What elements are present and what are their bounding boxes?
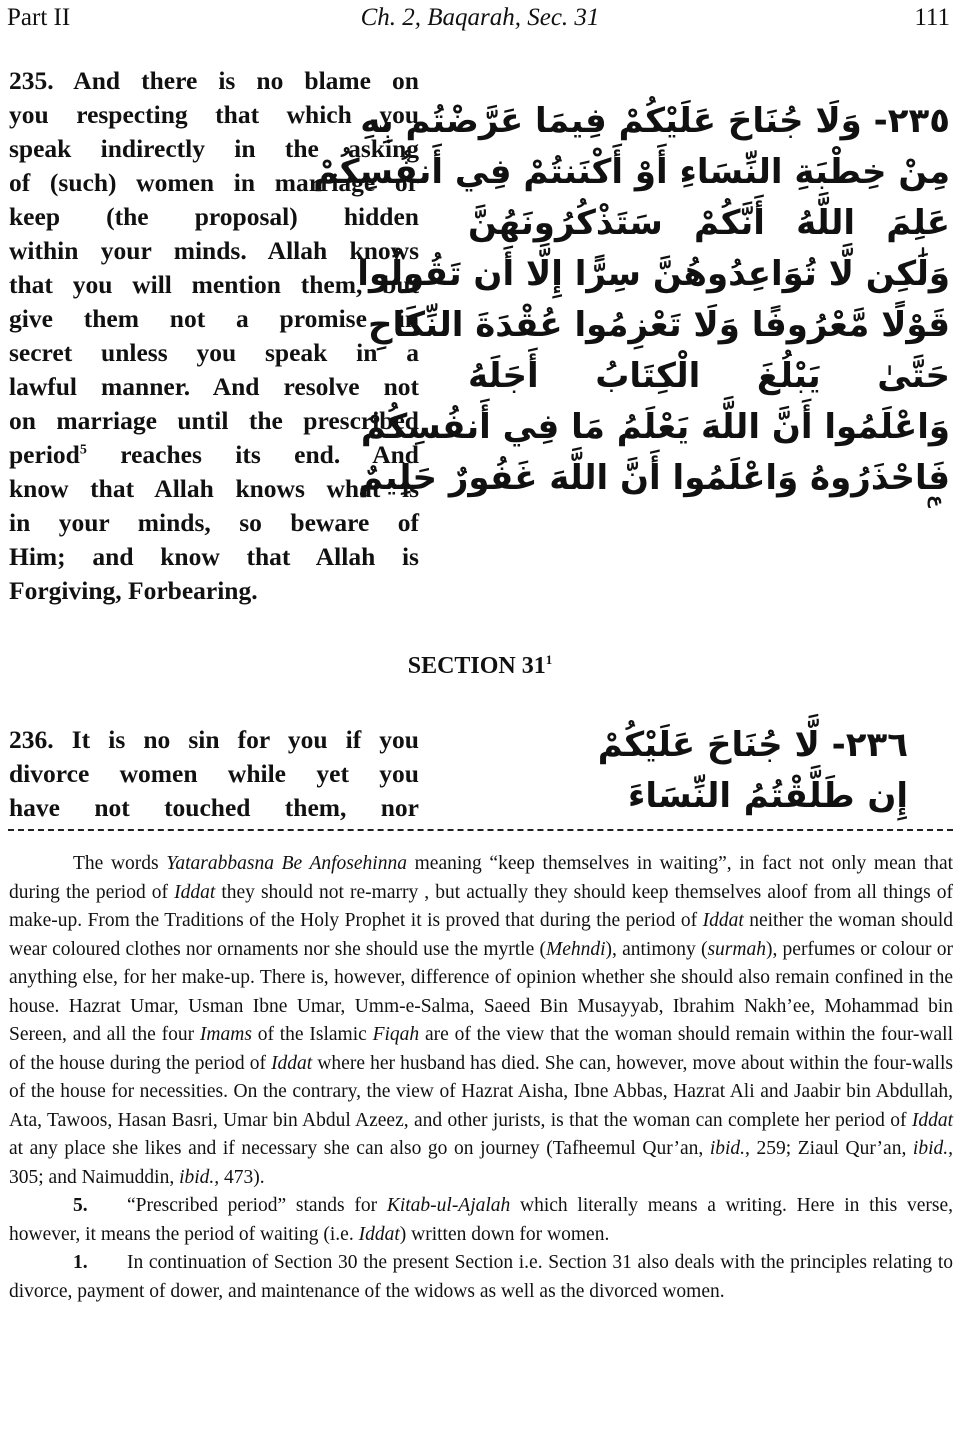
verse-236-translation bbox=[9, 723, 419, 825]
arabic-line: فَاحْذَرُوهُ وَاعْلَمُوا أَنَّ اللَّهَ غَفُورٌ حَلِيمٌ bbox=[358, 458, 950, 498]
fn-italic: Imams bbox=[199, 1024, 252, 1045]
fn-text: are of the view that the woman should remain within the four-wall of the house during the period of bbox=[9, 1024, 953, 1074]
arabic-line: قَوْلًا مَّعْرُوفًا وَلَا تَعْزِمُوا عُقْدَةَ النِّكَاحِ bbox=[368, 305, 950, 345]
verse-line: lawful manner. And resolve not bbox=[9, 372, 419, 401]
fn-text: meaning “keep themselves in waiting”, in fact not only mean that during the period of bbox=[9, 853, 954, 903]
fn-italic: Iddat bbox=[911, 1109, 953, 1131]
arabic-line: مِنْ خِطْبَةِ النِّسَاءِ أَوْ أَكْنَنتُمْ فِي أَنفُسِكُمْ bbox=[313, 152, 950, 192]
verse-line: give them not a promise in bbox=[9, 304, 419, 333]
verse-line: you respecting that which you bbox=[9, 100, 419, 129]
fn-text: at any place she likes and if necessary she can also go on journey (Tafheemul Qur’an, bbox=[9, 1138, 710, 1159]
footnote-ref-5[interactable]: 5 bbox=[79, 442, 87, 458]
arabic-line: عَلِمَ اللَّهُ أَنَّكُمْ سَتَذْكُرُونَهُنَّ bbox=[468, 203, 950, 243]
verse-line: Forgiving, Forbearing. bbox=[9, 576, 258, 605]
footnote-5 bbox=[9, 1192, 953, 1249]
period-word: period bbox=[9, 440, 80, 469]
fn-italic: ibid., bbox=[912, 1138, 953, 1159]
fn-italic: ibid., bbox=[179, 1166, 220, 1188]
fn-italic: Iddat bbox=[702, 910, 744, 931]
fn-text: ), perfumes or colour or anything else, for her make-up. There is, however, difference of opinion whether she should also remain confined in the house. Hazrat Umar, Usman Ibne Umar, Umm-e-Salma, Saeed Bin Musayyab, Ibrahim Nakh’ee, Mohammad bin Sereen, and all the four bbox=[9, 938, 953, 1045]
period-rest: reaches its end. And bbox=[86, 440, 419, 469]
verse-line: Him; and know that Allah is bbox=[9, 542, 419, 571]
verse-line: divorce women while yet you bbox=[9, 759, 419, 788]
fn-text: 473). bbox=[219, 1166, 265, 1188]
arabic-line: وَلَٰكِن لَّا تُوَاعِدُوهُنَّ سِرًّا إِلَّا أَن تَقُولُوا bbox=[357, 254, 950, 294]
verse-line: know that Allah knows what is bbox=[9, 474, 419, 503]
fn-italic: Iddat bbox=[174, 881, 216, 903]
fn-italic: ibid., bbox=[709, 1138, 750, 1159]
verse-line: of (such) women in marriage or bbox=[9, 168, 419, 197]
fn-text: The words bbox=[73, 853, 167, 874]
verse-235-arabic bbox=[313, 96, 950, 504]
footnote-iddat bbox=[9, 850, 953, 1192]
fn-italic: Fiqah bbox=[372, 1024, 420, 1045]
running-header bbox=[0, 4, 960, 36]
footnote-number: 1. bbox=[73, 1252, 88, 1273]
fn-text: they should not re-marry , but actually they should keep themselves aloof from all things of make-up. From the Traditions of the Holy Prophet it is proved that during the period of bbox=[9, 881, 953, 931]
fn-text: ), antimony ( bbox=[605, 938, 708, 960]
footnotes bbox=[9, 850, 953, 1306]
fn-text: where her husband has died. She can, however, move about within the four-walls of the house for necessities. On the contrary, the view of Hazrat Aisha, Ibne Abbas, Hazrat Ali and Jaabir bin Abdullah, Ata, Tawoos, Hasan Basri, Umar bin Abdul Azeez, and other jurists, is that the woman can complete her period of bbox=[9, 1052, 953, 1131]
fn-italic: Mehndi bbox=[545, 938, 606, 960]
footnote-divider bbox=[8, 829, 953, 831]
fn-text: ) written down for women. bbox=[399, 1223, 610, 1245]
fn-text: of the Islamic bbox=[251, 1024, 373, 1045]
fn-text: 305; and Naimuddin, bbox=[9, 1166, 180, 1188]
chapter-label: Ch. 2, Baqarah, Sec. 31 bbox=[360, 4, 600, 31]
arabic-line: وَاعْلَمُوا أَنَّ اللَّهَ يَعْلَمُ مَا فِي أَنفُسِكُمْ bbox=[360, 407, 950, 447]
verse-235-translation bbox=[9, 64, 419, 608]
part-label: Part II bbox=[7, 4, 71, 31]
fn-text: In continuation of Section 30 the present Section i.e. Section 31 also deals with the principles relating to divorce, payment of dower, and maintenance of the widows as well as the divorced women. bbox=[9, 1252, 953, 1302]
ruku-mark: ع bbox=[927, 495, 948, 508]
verse-line: in your minds, so beware of bbox=[9, 508, 419, 537]
fn-italic: Iddat bbox=[271, 1052, 313, 1074]
arabic-line: ٢٣٦- لَّا جُنَاحَ عَلَيْكُمْ bbox=[597, 725, 908, 765]
arabic-line: ٢٣٥- وَلَا جُنَاحَ عَلَيْكُمْ فِيمَا عَرَّضْتُم بِهِ bbox=[360, 101, 950, 141]
footnote-number: 5. bbox=[73, 1195, 88, 1216]
verse-line: have not touched them, nor bbox=[9, 793, 419, 822]
fn-text: 259; Ziaul Qur’an, bbox=[749, 1138, 913, 1159]
fn-italic: Iddat bbox=[358, 1223, 400, 1245]
verse-line: keep (the proposal) hidden bbox=[9, 202, 419, 231]
page-number: 111 bbox=[914, 4, 950, 31]
verse-line: that you will mention them, but bbox=[9, 270, 419, 299]
fn-text: which literally means a writing. Here in this verse, however, it means the period of waiting (i.e. bbox=[9, 1195, 954, 1245]
fn-text: “Prescribed period” stands for bbox=[127, 1195, 387, 1216]
verse-line: speak indirectly in the asking bbox=[9, 134, 419, 163]
verse-line: 235. And there is no blame on bbox=[9, 66, 419, 95]
arabic-line: إِن طَلَّقْتُمُ النِّسَاءَ bbox=[628, 776, 908, 816]
verse-236-arabic bbox=[597, 720, 908, 822]
verse-line: secret unless you speak in a bbox=[9, 338, 419, 367]
verse-line: 236. It is no sin for you if you bbox=[9, 725, 419, 754]
verse-line: within your minds. Allah knows bbox=[9, 236, 419, 265]
fn-text: neither the woman should wear coloured clothes nor ornaments nor she should use the myrtle ( bbox=[9, 910, 954, 960]
footnote-ref-1[interactable]: 1 bbox=[545, 652, 553, 667]
fn-italic: surmah bbox=[707, 938, 766, 960]
verse-line: on marriage until the prescribed bbox=[9, 406, 419, 435]
footnote-1 bbox=[9, 1249, 953, 1306]
section-title-text: SECTION 31 bbox=[407, 653, 546, 679]
section-heading bbox=[0, 652, 960, 680]
fn-italic: Yatarabbasna Be Anfosehinna bbox=[166, 853, 407, 874]
arabic-line: حَتَّىٰ يَبْلُغَ الْكِتَابُ أَجَلَهُ bbox=[468, 356, 950, 396]
fn-italic: Kitab-ul-Ajalah bbox=[386, 1195, 511, 1216]
